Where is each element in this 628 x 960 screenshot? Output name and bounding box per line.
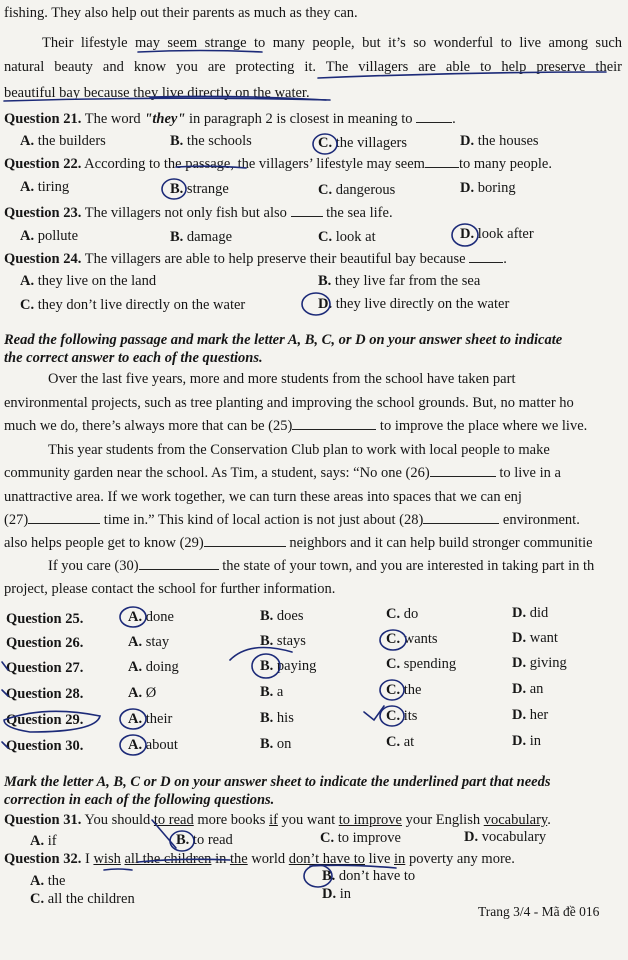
q29-option-d: D. her xyxy=(512,707,549,723)
q31-option-a: A. if xyxy=(30,833,57,849)
q24-option-b: B. they live far from the sea xyxy=(318,273,481,289)
q26-option-b: B. stays xyxy=(260,633,306,649)
q23-option-d: D. look after xyxy=(460,226,534,242)
question-21-text-b: in paragraph 2 is closest in meaning to xyxy=(185,111,413,127)
q23-option-a: A. pollute xyxy=(20,228,79,244)
question-31-stem: Question 31. You should to read more books if you want to improve your English vocabulary. xyxy=(4,812,551,828)
q28-option-d: D. an xyxy=(512,681,544,697)
q32-option-c: C. all the children xyxy=(30,891,135,907)
q31-option-c: C. to improve xyxy=(320,830,401,846)
q28-option-b: B. a xyxy=(260,684,284,700)
q26-option-a: A. stay xyxy=(128,634,170,650)
passage-p3-line-1: If you care (30) the state of your town, and you are interested in taking part in th xyxy=(48,558,595,574)
question-21-end: . xyxy=(452,111,456,127)
q23-option-b: B. damage xyxy=(170,229,233,245)
q32-option-a: A. the xyxy=(30,873,66,889)
q23-option-c: C. look at xyxy=(318,229,376,245)
q32-option-d: D. in xyxy=(322,886,352,902)
instruction-correction-line-2: correction in each of the following questions. xyxy=(4,792,275,808)
q27-option-d: D. giving xyxy=(512,655,567,671)
passage-p3-line-2: project, please contact the school for further information. xyxy=(4,581,336,597)
underline-q32-wish xyxy=(104,869,132,870)
instruction-reading-line-1: Read the following passage and mark the letter A, B, C, or D on your answer sheet to indicate xyxy=(4,332,563,348)
q21-option-d: D. the houses xyxy=(460,133,539,149)
question-28-label: Question 28. xyxy=(6,686,84,702)
question-25-label: Question 25. xyxy=(6,611,84,627)
q26-option-d: D. want xyxy=(512,630,558,646)
question-21-word: "they" xyxy=(144,111,186,127)
instruction-correction-line-1: Mark the letter A, B, C or D on your answer sheet to indicate the underlined part that needs xyxy=(4,774,551,790)
q31-option-b: B. to read xyxy=(176,832,233,848)
q29-option-b: B. his xyxy=(260,710,294,726)
q25-option-c: C. do xyxy=(386,606,419,622)
passage-p1-line-2: environmental projects, such as tree planting and improving the school grounds. But, no matter ho xyxy=(4,395,574,411)
question-30-label: Question 30. xyxy=(6,738,84,754)
question-32-stem: Question 32. I wish all the children in the world don’t have to live in poverty any more. xyxy=(4,851,515,867)
q29-option-c: C. its xyxy=(386,708,418,724)
passage-p2-line-2: community garden near the school. As Tim, a student, says: “No one (26) to live in a xyxy=(4,465,561,481)
q25-option-d: D. did xyxy=(512,605,549,621)
q27-option-b: B. paying xyxy=(260,658,317,674)
q22-option-c: C. dangerous xyxy=(318,182,396,198)
q27-option-a: A. doing xyxy=(128,659,179,675)
question-29-label: Question 29. xyxy=(6,712,84,728)
q24-option-c: C. they don’t live directly on the water xyxy=(20,297,246,313)
question-23-stem: Question 23. The villagers not only fish but also the sea life. xyxy=(4,205,393,221)
q21-option-c: C. the villagers xyxy=(318,135,408,151)
question-27-label: Question 27. xyxy=(6,660,84,676)
question-21-label: Question 21. xyxy=(4,111,82,127)
page-footer: Trang 3/4 - Mã đề 016 xyxy=(478,904,600,919)
question-21-stem xyxy=(4,110,456,128)
instruction-reading-line-2: the correct answer to each of the questions. xyxy=(4,350,263,366)
q24-option-d: D. they live directly on the water xyxy=(318,296,510,312)
q24-option-a: A. they live on the land xyxy=(20,273,157,289)
question-21-text-a: The word xyxy=(84,111,145,127)
q22-option-b: B. strange xyxy=(170,181,229,197)
passage-p2-line-3: unattractive area. If we work together, we can turn these areas into spaces that we can enj xyxy=(4,489,522,505)
q22-option-d: D. boring xyxy=(460,180,516,196)
intro-line-0: fishing. They also help out their parents as much as they can. xyxy=(4,5,358,21)
q21-option-a: A. the builders xyxy=(20,133,106,149)
q21-option-b: B. the schools xyxy=(170,133,252,149)
q26-option-c: C. wants xyxy=(386,631,438,647)
question-26-label: Question 26. xyxy=(6,635,84,651)
q27-option-c: C. spending xyxy=(386,656,457,672)
intro-line-3: beautiful bay because they live directly on the water. xyxy=(4,85,310,101)
q31-option-d: D. vocabulary xyxy=(464,829,547,845)
q32-option-b: B. don’t have to xyxy=(322,868,416,884)
passage-p1-line-3: much we do, there’s always more that can be (25) to improve the place where we live. xyxy=(4,418,588,434)
intro-line-2: natural beauty and know you are protecting it. The villagers are able to help preserve their xyxy=(4,59,622,75)
intro-line-1: Their lifestyle may seem strange to many people, but it’s so wonderful to live among such xyxy=(42,35,622,51)
question-24-stem: Question 24. The villagers are able to help preserve their beautiful bay because . xyxy=(4,251,507,267)
q25-option-a: A. done xyxy=(128,609,174,625)
q30-option-d: D. in xyxy=(512,733,542,749)
q30-option-b: B. on xyxy=(260,736,292,752)
question-22-stem: Question 22. According to the passage, the villagers’ lifestyle may seem to many people. xyxy=(4,156,552,172)
q25-option-b: B. does xyxy=(260,608,304,624)
q28-option-a: A. Ø xyxy=(128,685,157,701)
passage-p2-line-1: This year students from the Conservation Club plan to work with local people to make xyxy=(48,442,550,458)
passage-p2-line-5: also helps people get to know (29) neighbors and it can help build stronger communitie xyxy=(4,535,593,551)
q29-option-a: A. their xyxy=(128,711,173,727)
q30-option-c: C. at xyxy=(386,734,415,750)
passage-p1-line-1: Over the last five years, more and more students from the school have taken part xyxy=(48,371,516,387)
question-21-blank xyxy=(416,110,452,123)
q30-option-a: A. about xyxy=(128,737,178,753)
q22-option-a: A. tiring xyxy=(20,179,70,195)
tick-q29-c xyxy=(364,706,384,720)
passage-p2-line-4: (27) time in.” This kind of local action is not just about (28) environment. xyxy=(4,512,580,528)
q28-option-c: C. the xyxy=(386,682,422,698)
